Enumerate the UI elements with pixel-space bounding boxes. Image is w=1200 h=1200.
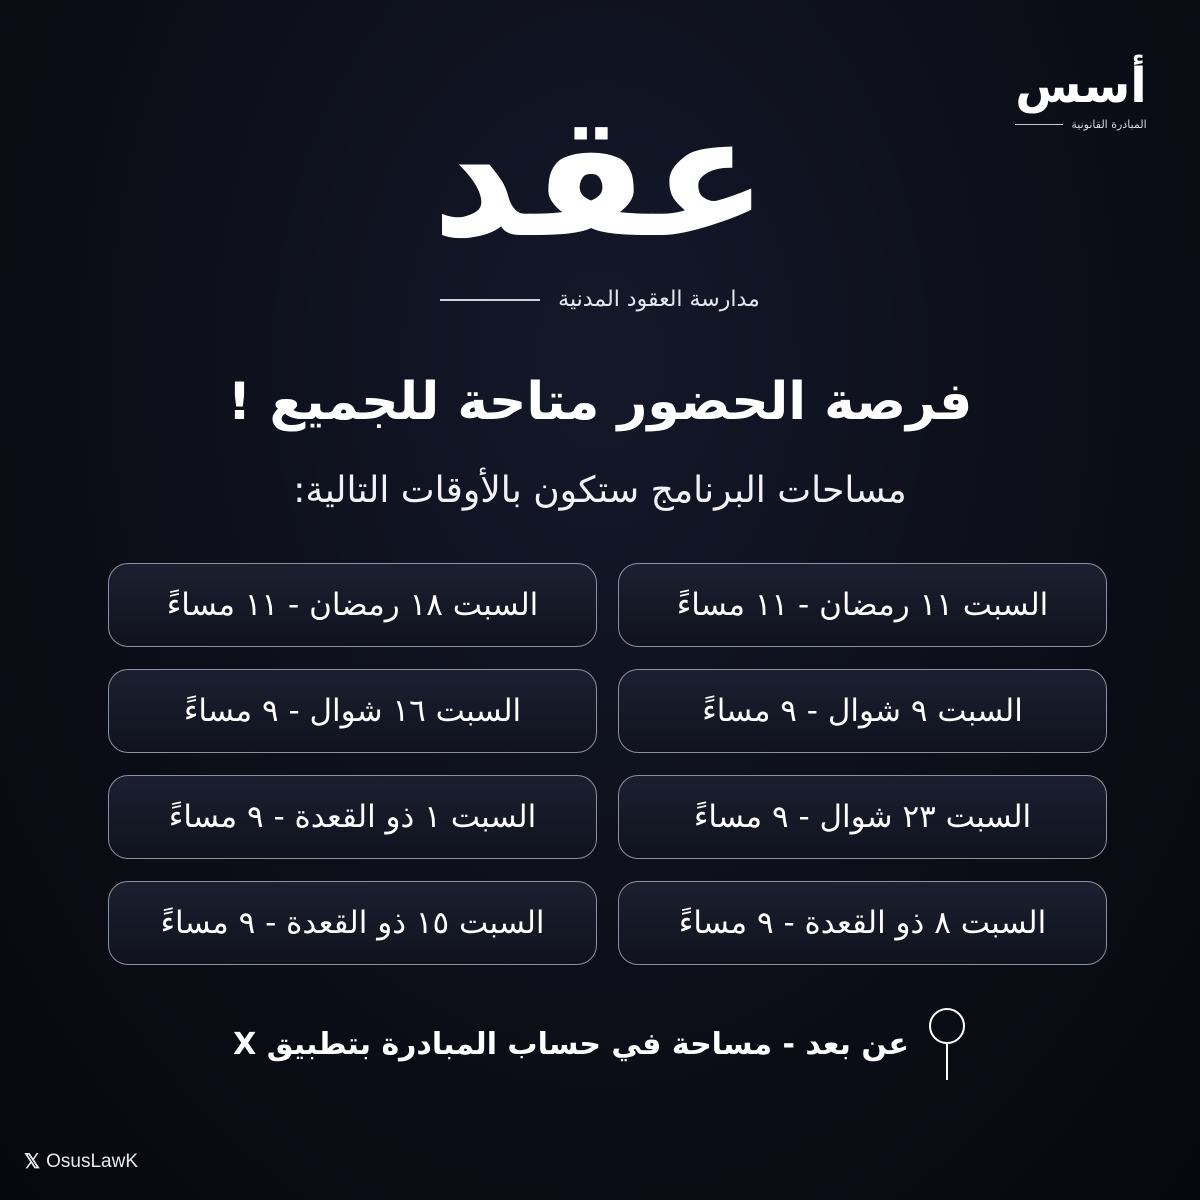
pin-icon [927, 1006, 967, 1082]
session-card: السبت ٢٣ شوال - ٩ مساءً [618, 775, 1107, 859]
subtitle-row [0, 287, 1200, 312]
sessions-grid [108, 563, 1107, 965]
lead-text: مساحات البرنامج ستكون بالأوقات التالية: [293, 470, 907, 511]
session-card: السبت ١ ذو القعدة - ٩ مساءً [108, 775, 597, 859]
session-card: السبت ١٥ ذو القعدة - ٩ مساءً [108, 881, 597, 965]
remote-note-row [0, 1006, 1200, 1082]
handle-text: OsusLawK [46, 1151, 138, 1172]
session-card: السبت ١٦ شوال - ٩ مساءً [108, 669, 597, 753]
subtitle-divider [440, 299, 540, 301]
session-card: السبت ١١ رمضان - ١١ مساءً [618, 563, 1107, 647]
logo-subtitle: المبادرة القانونية [1071, 118, 1147, 131]
session-card: السبت ٨ ذو القعدة - ٩ مساءً [618, 881, 1107, 965]
page-subtitle: مدارسة العقود المدنية [558, 287, 760, 312]
session-card: السبت ١٨ رمضان - ١١ مساءً [108, 563, 597, 647]
social-handle[interactable] [24, 1151, 138, 1173]
x-logo-icon: 𝕏 [24, 1151, 41, 1173]
session-card: السبت ٩ شوال - ٩ مساءً [618, 669, 1107, 753]
logo-word: أسس [1015, 58, 1147, 114]
remote-note: عن بعد - مساحة في حساب المبادرة بتطبيق X [233, 1026, 909, 1062]
headline: فرصة الحضور متاحة للجميع ! [227, 372, 973, 432]
page-title: عقد [431, 78, 769, 276]
